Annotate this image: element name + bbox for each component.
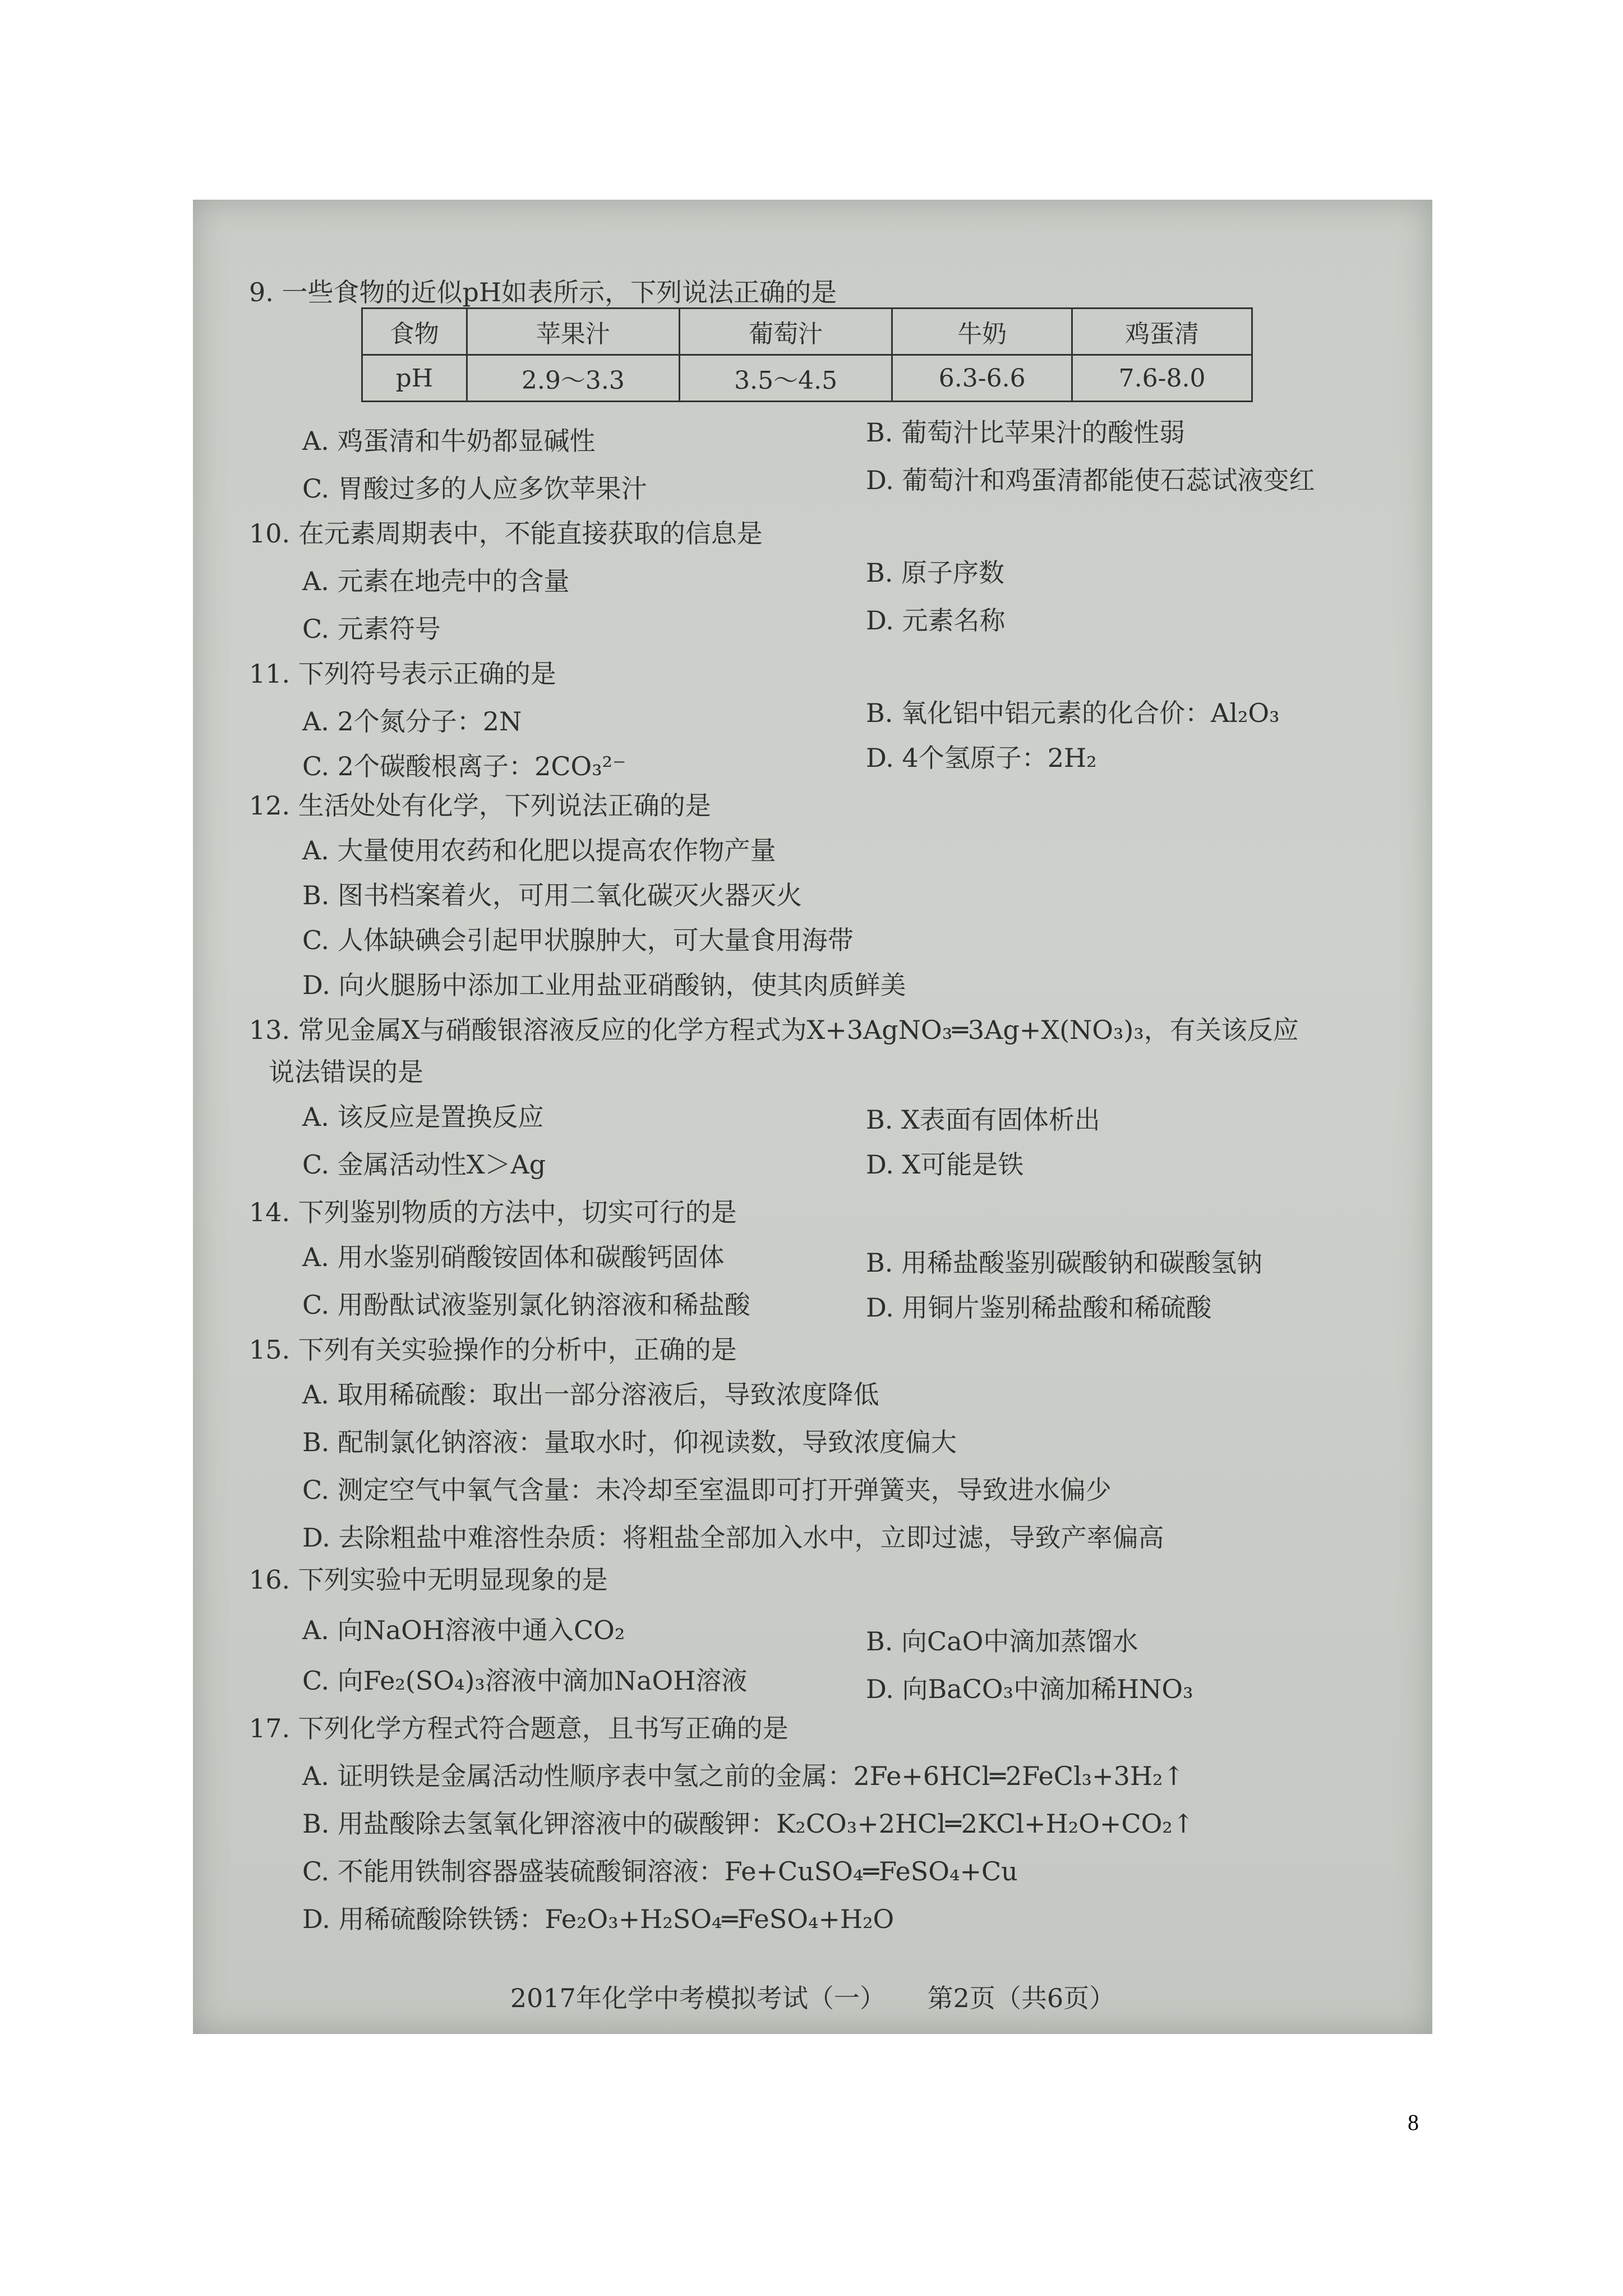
q17-option-b: B. 用盐酸除去氢氧化钾溶液中的碳酸钾：K₂CO₃+2HCl═2KCl+H₂O+CO₂↑ xyxy=(302,1809,1195,1839)
q12-option-b: B. 图书档案着火，可用二氧化碳灭火器灭火 xyxy=(302,880,803,910)
q11-option-a: A. 2个氮分子：2N xyxy=(302,706,522,737)
document-page-number: 8 xyxy=(1408,2110,1419,2135)
scanned-exam-page xyxy=(193,200,1432,2034)
q10-option-d: D. 元素名称 xyxy=(866,605,1006,636)
q14-option-b: B. 用稀盐酸鉴别碳酸钠和碳酸氢钠 xyxy=(866,1248,1263,1278)
q12-option-a: A. 大量使用农药和化肥以提高农作物产量 xyxy=(302,835,776,866)
table-cell: 3.5～4.5 xyxy=(679,355,892,402)
q17-option-c: C. 不能用铁制容器盛装硫酸铜溶液：Fe+CuSO₄═FeSO₄+Cu xyxy=(302,1856,1018,1887)
q9-option-d: D. 葡萄汁和鸡蛋清都能使石蕊试液变红 xyxy=(866,465,1315,495)
table-cell: 苹果汁 xyxy=(467,309,679,355)
q9-option-b: B. 葡萄汁比苹果汁的酸性弱 xyxy=(866,417,1186,448)
q15-option-a: A. 取用稀硫酸：取出一部分溶液后，导致浓度降低 xyxy=(302,1379,879,1410)
q11-option-c: C. 2个碳酸根离子：2CO₃²⁻ xyxy=(302,751,626,781)
q16-option-d: D. 向BaCO₃中滴加稀HNO₃ xyxy=(866,1674,1193,1704)
q13-option-c: C. 金属活动性X＞Ag xyxy=(302,1149,546,1180)
q14-option-d: D. 用铜片鉴别稀盐酸和稀硫酸 xyxy=(866,1292,1212,1323)
q10-option-a: A. 元素在地壳中的含量 xyxy=(302,566,570,596)
question-14-stem: 14. 下列鉴别物质的方法中，切实可行的是 xyxy=(249,1197,737,1227)
q14-option-c: C. 用酚酞试液鉴别氯化钠溶液和稀盐酸 xyxy=(302,1290,750,1320)
table-cell: 鸡蛋清 xyxy=(1072,309,1252,355)
q17-option-a: A. 证明铁是金属活动性顺序表中氢之前的金属：2Fe+6HCl═2FeCl₃+3H₂↑ xyxy=(302,1761,1185,1791)
q13-option-d: D. X可能是铁 xyxy=(866,1149,1024,1180)
exam-footer xyxy=(193,1978,1432,2015)
table-cell: 6.3-6.6 xyxy=(892,355,1072,402)
q10-option-c: C. 元素符号 xyxy=(302,614,441,644)
exam-page-indicator: 第2页（共6页） xyxy=(927,1983,1115,2013)
question-11-stem: 11. 下列符号表示正确的是 xyxy=(249,659,556,689)
ph-table-value-row xyxy=(362,355,1252,402)
question-15-stem: 15. 下列有关实验操作的分析中，正确的是 xyxy=(249,1335,737,1365)
q15-option-c: C. 测定空气中氧气含量：未冷却至室温即可打开弹簧夹，导致进水偏少 xyxy=(302,1475,1112,1505)
ph-table-header-row xyxy=(362,309,1252,355)
q12-option-c: C. 人体缺碘会引起甲状腺肿大，可大量食用海带 xyxy=(302,925,854,955)
table-cell: 牛奶 xyxy=(892,309,1072,355)
ph-table xyxy=(361,307,1253,402)
exam-title: 2017年化学中考模拟考试（一） xyxy=(510,1983,886,2013)
table-cell: 食物 xyxy=(362,309,467,355)
q16-option-c: C. 向Fe₂(SO₄)₃溶液中滴加NaOH溶液 xyxy=(302,1665,748,1696)
question-9-stem: 9. 一些食物的近似pH如表所示，下列说法正确的是 xyxy=(249,277,837,307)
question-12-stem: 12. 生活处处有化学，下列说法正确的是 xyxy=(249,790,711,821)
question-16-stem: 16. 下列实验中无明显现象的是 xyxy=(249,1565,608,1595)
q13-option-b: B. X表面有固体析出 xyxy=(866,1105,1100,1135)
q9-option-a: A. 鸡蛋清和牛奶都显碱性 xyxy=(302,426,596,456)
q16-option-a: A. 向NaOH溶液中通入CO₂ xyxy=(302,1615,625,1645)
q15-option-d: D. 去除粗盐中难溶性杂质：将粗盐全部加入水中，立即过滤，导致产率偏高 xyxy=(302,1522,1164,1553)
question-17-stem: 17. 下列化学方程式符合题意，且书写正确的是 xyxy=(249,1713,789,1743)
q17-option-d: D. 用稀硫酸除铁锈：Fe₂O₃+H₂SO₄═FeSO₄+H₂O xyxy=(302,1904,895,1934)
question-13-stem-cont: 说法错误的是 xyxy=(269,1057,423,1087)
q11-option-d: D. 4个氢原子：2H₂ xyxy=(866,743,1097,773)
q12-option-d: D. 向火腿肠中添加工业用盐亚硝酸钠，使其肉质鲜美 xyxy=(302,970,906,1000)
q14-option-a: A. 用水鉴别硝酸铵固体和碳酸钙固体 xyxy=(302,1242,725,1272)
q10-option-b: B. 原子序数 xyxy=(866,558,1005,588)
q15-option-b: B. 配制氯化钠溶液：量取水时，仰视读数，导致浓度偏大 xyxy=(302,1427,957,1457)
question-13-stem: 13. 常见金属X与硝酸银溶液反应的化学方程式为X+3AgNO₃═3Ag+X(NO₃)₃，有关该反应 xyxy=(249,1015,1299,1045)
q13-option-a: A. 该反应是置换反应 xyxy=(302,1102,544,1132)
table-cell: pH xyxy=(362,355,467,402)
question-10-stem: 10. 在元素周期表中，不能直接获取的信息是 xyxy=(249,518,763,549)
q16-option-b: B. 向CaO中滴加蒸馏水 xyxy=(866,1626,1138,1657)
table-cell: 2.9～3.3 xyxy=(467,355,679,402)
q9-option-c: C. 胃酸过多的人应多饮苹果汁 xyxy=(302,473,647,504)
table-cell: 7.6-8.0 xyxy=(1072,355,1252,402)
table-cell: 葡萄汁 xyxy=(679,309,892,355)
q11-option-b: B. 氧化铝中铝元素的化合价：Al₂O₃ xyxy=(866,698,1280,728)
